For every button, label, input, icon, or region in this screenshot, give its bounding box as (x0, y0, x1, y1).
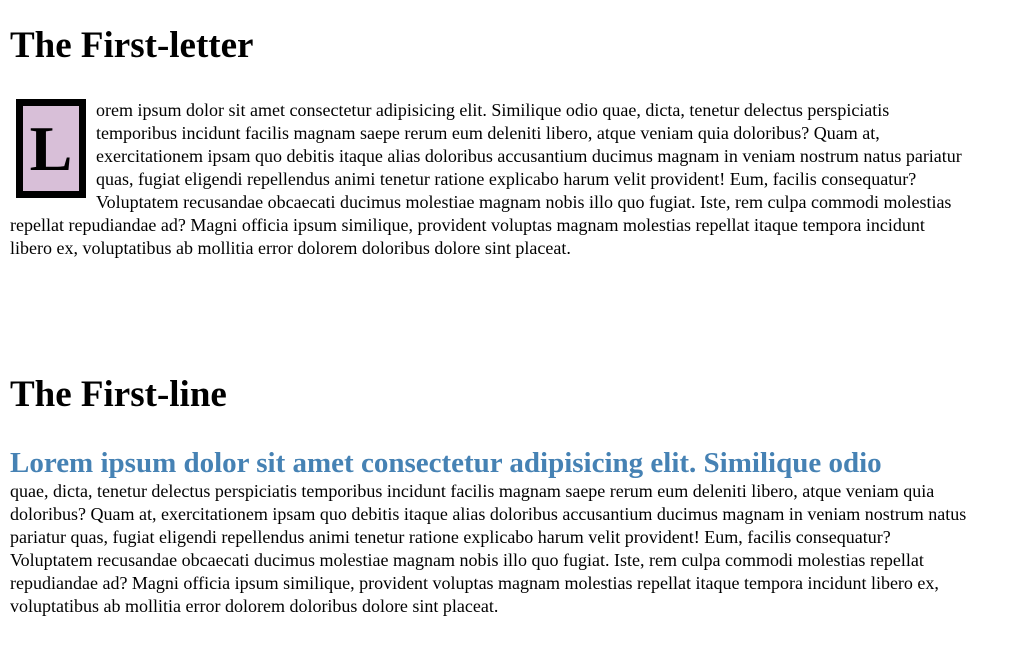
first-line-section (10, 375, 970, 618)
first-letter-paragraph (10, 99, 970, 260)
first-line-paragraph (10, 446, 970, 618)
drop-cap-letter: L (16, 99, 86, 198)
styled-first-line: Lorem ipsum dolor sit amet consectetur adipisicing elit. Similique odio (10, 447, 882, 479)
first-line-heading: The First-line (10, 374, 227, 415)
first-letter-section (10, 26, 970, 260)
first-letter-paragraph-text: orem ipsum dolor sit amet consectetur adipisicing elit. Similique odio quae, dicta, tenetur delectus perspiciatis temporibus incidunt facilis magnam saepe rerum eum deleniti libero, atque veniam quia doloribus? Quam at, exercitationem ipsam quo debitis itaque alias doloribus accusantium ducimus magnam in veniam nostrum natus pariatur quas, fugiat eligendi repellendus animi tenetur ratione explicabo harum velit provident! Eum, facilis consequatur? Voluptatem recusandae obcaecati ducimus molestiae magnam nobis illo quo fugiat. Iste, rem culpa commodi molestias repellat repudiandae ad? Magni officia ipsum similique, provident voluptas magnam molestias repellat itaque tempora incidunt libero ex, voluptatibus ab mollitia error dolorem doloribus dolore sint placeat. (10, 100, 962, 258)
first-letter-heading: The First-letter (10, 25, 254, 66)
first-line-paragraph-text: quae, dicta, tenetur delectus perspiciatis temporibus incidunt facilis magnam saepe rerum eum deleniti libero, atque veniam quia doloribus? Quam at, exercitationem ipsam quo debitis itaque alias doloribus accusantium ducimus magnam in veniam nostrum natus pariatur quas, fugiat eligendi repellendus animi tenetur ratione explicabo harum velit provident! Eum, facilis consequatur? Voluptatem recusandae obcaecati ducimus molestiae magnam nobis illo quo fugiat. Iste, rem culpa commodi molestias repellat repudiandae ad? Magni officia ipsum similique, provident voluptas magnam molestias repellat itaque tempora incidunt libero ex, voluptatibus ab mollitia error dolorem doloribus dolore sint placeat. (10, 481, 967, 616)
